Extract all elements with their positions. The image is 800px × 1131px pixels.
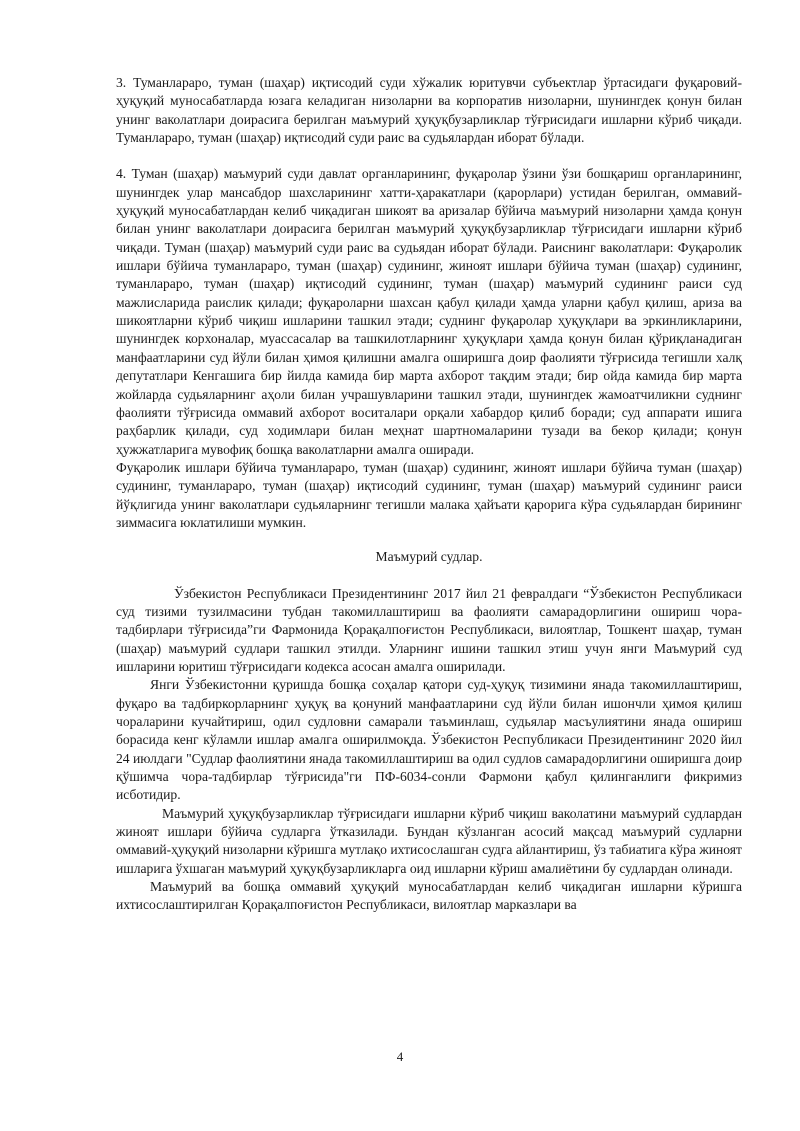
- section-paragraph: Ўзбекистон Республикаси Президентининг 2017 йил 21 февралдаги “Ўзбекистон Республикаси суд тизими тузилмасини тубдан такомиллаштириш ва фаолияти самарадорлигини ошириш чора-тадбирлари тўғрисида”ги Фармонида Қорақалпоғистон Республикаси, вилоятлар, Тошкент шаҳар, туман (шаҳар) маъмурий судлари ташкил этилди. Уларнинг ишини ташкил этиш учун янги Маъмурий суд ишларини юритиш тўғрисидаги кодекса асосан амалга оширилади.: [116, 585, 742, 674]
- section-paragraph: Маъмурий ва бошқа оммавий ҳуқуқий муносабатлардан келиб чиқадиган ишларни кўришга ихтисослаштирилган Қорақалпоғистон Республикаси, вилоятлар марказлари ва: [116, 879, 742, 913]
- paragraph-chairman-absence: Фуқаролик ишлари бўйича туманлараро, туман (шаҳар) судининг, жиноят ишлари бўйича туман (шаҳар) судининг, туманлараро, туман (шаҳар) иқтисодий судининг, туман (шаҳар) маъмурий судининг раиси йўқлигида унинг ваколатлари судьяларнинг тегишли малака ҳайъати қарорига кўра судьялардан бирининг зиммасига юклатилиши мумкин.: [116, 459, 742, 530]
- paragraph-item-4: 4. Туман (шаҳар) маъмурий суди давлат органларининг, фуқаролар ўзини ўзи бошқариш органларининг, шунингдек улар мансабдор шахсларининг хатти-ҳаракатлари (қарорлари) устидан берилган, оммавий-ҳуқуқий муносабатлардан келиб чиқадиган шикоят ва аризалар бўйича маъмурий низоларни ҳамда қонун билан унинг ваколатлари доирасига берилган маъмурий ҳуқуқбузарликлар тўғрисидаги ишларни кўриб чиқади. Туман (шаҳар) маъмурий суди раис ва судьядан иборат бўлади. Раиснинг ваколатлари: Фуқаролик ишлари бўйича туманлараро, туман (шаҳар) судининг, жиноят ишлари бўйича туман (шаҳар) судининг, туманлараро, туман (шаҳар) иқтисодий судининг, туман (шаҳар) маъмурий судининг раиси суд мажлисларида раислик қилади; фуқароларни шахсан қабул қилади ҳамда уларни қабул қилиш, ариза ва шикоятларни кўриб чиқиш ишларини ташкил этади; суднинг фуқаролар ҳуқуқлари ва эркинликларини, шунингдек корхоналар, муассасалар ва ташкилотларнинг ҳуқуқлари ҳамда қонун билан қўриқланадиган манфаатларини суд йўли билан ҳимоя қилишни амалга оширишга доир фаолияти тўғрисида тегишли халқ депутатлари Кенгашига бир йилда камида бир марта ахборот тақдим этади; бир ойда камида бир марта жойларда судьяларнинг аҳоли билан учрашувларини ташкил этади, шунингдек жамоатчиликни суднинг фаолияти тўғрисида оммавий ахборот воситалари орқали хабардор қилиб боради; суд аппарати ишига раҳбарлик қилади, суд ходимлари билан меҳнат шартномаларини тузади ва бекор қилади; қонун ҳужжатларига мувофиқ бошқа ваколатларни амалга оширади.: [116, 166, 742, 457]
- document-body: [116, 74, 742, 915]
- section-paragraph: Маъмурий ҳуқуқбузарликлар тўғрисидаги ишларни кўриб чиқиш ваколатини маъмурий судлардан жиноят ишлари бўйича судларга ўтказилади. Бундан кўзланган асосий мақсад маъмурий судларни оммавий-ҳуқуқий низоларни кўришга мутлақо ихтисослашган судга айлантириш, ўз табиатига кўра жиноят ишларига ўхшаган маъмурий ҳуқуқбузарликларга оид ишларни кўриш амалиётини бу судлардан олинади.: [116, 805, 742, 876]
- section-heading: Маъмурий судлар.: [375, 549, 483, 565]
- paragraph-item-3: 3. Туманлараро, туман (шаҳар) иқтисодий суди хўжалик юритувчи субъектлар ўртасидаги фуқаровий-ҳуқуқий муносабатларда юзага келадиган низоларни ва корпоратив низоларни, шунингдек қонун билан унинг ваколатлари доирасига берилган маъмурий ҳуқуқбузарликлар тўғрисидаги ишларни кўриб чиқади. Туманлараро, туман (шаҳар) иқтисодий суди раис ва судьялардан иборат бўлади.: [116, 75, 742, 146]
- section-paragraph: Янги Ўзбекистонни қуришда бошқа соҳалар қатори суд-ҳуқуқ тизимини янада такомиллаштириш, фуқаро ва тадбиркорларнинг ҳуқуқ ва қонуний манфаатларини суд йўли билан ишончли ҳимоя қилиш чораларини кучайтириш, одил судловни самарали таъминлаш, судьялар масъулиятини янада ошириш борасида кенг кўламли ишлар амалга оширилмоқда. Ўзбекистон Республикаси Президентининг 2020 йил 24 июлдаги "Судлар фаолиятини янада такомиллаштириш ва одил судлов самарадорлигини оширишга доир қўшимча чора-тадбирлар тўғрисида"ги ПФ-6034-сонли Фармони қабул қилинганлиги фикримиз исботидир.: [116, 677, 742, 803]
- page-number: 4: [396, 1049, 404, 1064]
